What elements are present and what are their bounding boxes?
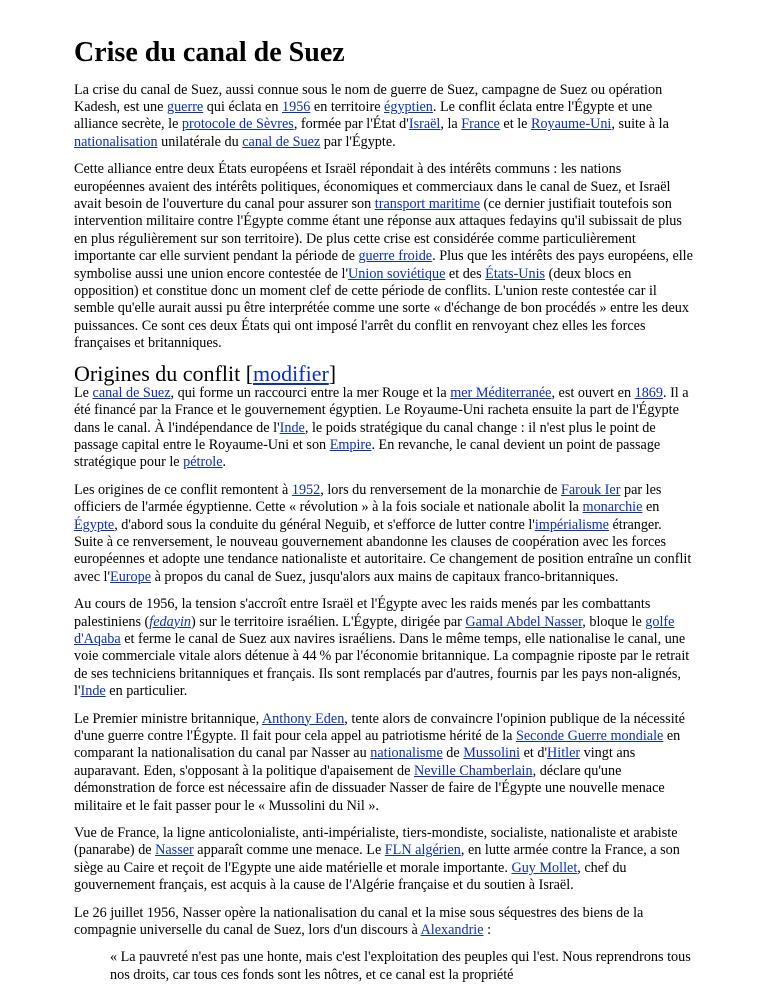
paragraph-text: Le Premier ministre britannique, bbox=[74, 710, 262, 727]
link-1869[interactable]: 1869 bbox=[634, 384, 663, 401]
paragraph-text: , tente alors de convaincre l'opinion publique de la nécessité d'une guerre contre l'Égypte. Il fait pour cela appel au patriotisme hérité de la bbox=[74, 710, 685, 744]
paragraph-text: : bbox=[483, 922, 492, 939]
paragraph-text: à propos du canal de Suez, jusqu'alors aux mains de capitaux franco-britanniques. bbox=[151, 568, 619, 585]
link-fln-algerien[interactable]: FLN algérien bbox=[384, 842, 461, 859]
intro-paragraph bbox=[74, 82, 694, 152]
paragraph-text: . En revanche, le canal devient un point de passage stratégique pour le bbox=[74, 436, 661, 471]
link-canal-de-suez[interactable]: canal de Suez bbox=[242, 133, 321, 150]
link-fedayin[interactable]: fedayin bbox=[149, 613, 192, 630]
paragraph-text: par les officiers de l'armée égyptienne. Cette « révolution » à la fois sociale et nationale abolit la bbox=[74, 481, 662, 516]
paragraph-text: , suite à la bbox=[611, 116, 669, 133]
paragraph-text: unilatérale du bbox=[157, 133, 243, 150]
link-canal-de-suez[interactable]: canal de Suez bbox=[92, 384, 171, 401]
paragraph-text: ) sur le territoire israélien. L'Égypte, dirigée par bbox=[191, 613, 466, 630]
link-mussolini[interactable]: Mussolini bbox=[463, 745, 521, 762]
body-paragraph bbox=[74, 905, 694, 940]
section-heading-text: Origines du conflit bbox=[74, 360, 241, 386]
link-1952[interactable]: 1952 bbox=[291, 481, 321, 498]
link-mer-mediterranee[interactable]: mer Méditerranée bbox=[450, 384, 552, 401]
paragraph-text: , est ouvert en bbox=[551, 384, 635, 401]
paragraph-text: . Le conflit éclata entre l'Égypte et une alliance secrète, le bbox=[74, 99, 653, 133]
link-monarchie[interactable]: monarchie bbox=[582, 499, 643, 516]
paragraph-text: en comparant la nationalisation du canal par Nasser au bbox=[74, 728, 681, 762]
paragraph-text: . bbox=[222, 454, 227, 471]
link-transport-maritime[interactable]: transport maritime bbox=[374, 196, 480, 213]
link-guy-mollet[interactable]: Guy Mollet bbox=[511, 859, 578, 876]
paragraph-text: , d'abord sous la conduite du général Neguib, et s'efforce de lutter contre l' bbox=[114, 516, 535, 533]
paragraph-text: par l'Égypte. bbox=[320, 133, 396, 150]
intro-paragraph bbox=[74, 161, 694, 352]
paragraph-text: en particulier. bbox=[105, 683, 188, 700]
link-farouk-ier[interactable]: Farouk Ier bbox=[560, 481, 621, 498]
paragraph-text: , lors du renversement de la monarchie de bbox=[320, 481, 561, 498]
paragraph-text: qui éclata en bbox=[203, 99, 282, 115]
link-anthony-eden[interactable]: Anthony Eden bbox=[261, 710, 345, 727]
paragraph-text: apparaît comme une menace. Le bbox=[193, 842, 385, 859]
edit-bracket-close: ] bbox=[328, 360, 337, 386]
link-alexandrie[interactable]: Alexandrie bbox=[420, 922, 484, 939]
link-nationalisme[interactable]: nationalisme bbox=[370, 745, 443, 762]
paragraph-text: , en lutte armée contre la France, a son siège au Caire et reçoit de l'Egypte une aide matérielle et morale importante. bbox=[74, 842, 680, 876]
link-gamal-abdel-nasser[interactable]: Gamal Abdel Nasser bbox=[465, 613, 583, 630]
link-royaume-uni[interactable]: Royaume-Uni bbox=[530, 116, 612, 133]
link-golfe-d-aqaba[interactable]: golfe d'Aqaba bbox=[74, 613, 675, 647]
body-paragraph bbox=[74, 711, 694, 815]
paragraph-text: et ferme le canal de Suez aux navires israéliens. Dans le même temps, elle nationalise le canal, une voie commerciale vitale alors détenue à 44 % par l'économie britannique. La compagnie riposte par le retrait de ses techniciens britanniques et français. Ils sont remplacés par d'autres, fournis par les pays non-alignés, l' bbox=[74, 630, 690, 700]
paragraph-text: , formée par l'État d' bbox=[293, 116, 409, 133]
link-1956[interactable]: 1956 bbox=[282, 99, 311, 115]
paragraph-text: (ce dernier justifiait toutefois son intervention militaire contre l'Égypte comme étant une réponse aux attaques fedayins qu'il subissait de plus en plus régulièrement sur son territoire). De plus cette crise est considérée comme particulièrement importante car elle survient pendant la période de bbox=[74, 196, 682, 265]
edit-section-link[interactable]: modifier bbox=[253, 360, 329, 386]
link-imperialisme[interactable]: impérialisme bbox=[534, 516, 609, 533]
origins-section bbox=[74, 385, 694, 940]
link-petrole[interactable]: pétrole bbox=[183, 454, 223, 471]
body-paragraph bbox=[74, 385, 694, 472]
link-hitler[interactable]: Hitler bbox=[547, 745, 581, 762]
paragraph-text: (deux blocs en opposition) et constitue donc un moment clef de cette période de conflits. L'union reste contestée car il semble qu'elle aurait aussi pu être interprétée comme une sorte « d'échange de bon procédés » entre les deux puissances. Ce sont ces deux États qui ont imposé l'arrêt du conflit en renvoyant chez elles les forces françaises et britanniques. bbox=[74, 265, 689, 352]
link-nasser[interactable]: Nasser bbox=[155, 842, 194, 859]
paragraph-text: et le bbox=[499, 116, 531, 133]
body-paragraph bbox=[74, 482, 694, 586]
link-union-sovietique[interactable]: Union soviétique bbox=[348, 265, 446, 282]
link-guerre[interactable]: guerre bbox=[166, 99, 204, 115]
link-protocole-de-sevres[interactable]: protocole de Sèvres bbox=[181, 116, 294, 133]
link-israel[interactable]: Israël bbox=[408, 116, 441, 133]
link-etats-unis[interactable]: États-Unis bbox=[485, 265, 546, 282]
paragraph-text: , le poids stratégique du canal change : il n'est plus le point de passage capital entre le Royaume-Uni et son bbox=[74, 419, 656, 453]
link-france[interactable]: France bbox=[461, 116, 500, 133]
paragraph-text: , déclare qu'une démonstration de force est nécessaire afin de dissuader Nasser de faire de l'Égypte une nouvelle menace militaire et le fait passer pour le « Mussolini du Nil ». bbox=[74, 762, 665, 814]
link-inde[interactable]: Inde bbox=[80, 683, 106, 700]
paragraph-text: . Plus que les intérêts des pays européens, elle symbolise aussi une union encore contestée de l' bbox=[74, 248, 693, 282]
paragraph-text: en territoire bbox=[310, 99, 385, 115]
paragraph-text: Le bbox=[74, 384, 93, 401]
page-title: Crise du canal de Suez bbox=[74, 37, 345, 68]
paragraph-text: . Il a été financé par la France et le gouvernement égyptien. Le Royaume-Uni racheta ensuite la part de l'Égypte dans le canal. À l'indépendance de l' bbox=[74, 384, 689, 436]
paragraph-text: Vue de France, la ligne anticolonialiste, anti-impérialiste, tiers-mondiste, socialiste, nationaliste et arabiste (panarabe) de bbox=[74, 825, 678, 859]
paragraph-text: Cette alliance entre deux États européens et Israël répondait à des intérêts communs : les nations européennes avaient des intérêts politiques, économiques et commerciaux dans le canal de Suez, et Israël avait besoin de l'ouverture du canal pour assurer son bbox=[74, 161, 671, 213]
link-neville-chamberlain[interactable]: Neville Chamberlain bbox=[414, 762, 533, 779]
nasser-quote: « La pauvreté n'est pas une honte, mais c'est l'exploitation des peuples qui l'est. Nous reprendrons tous nos droits, car tous ces fonds sont les nôtres, et ce canal est la propriété bbox=[110, 949, 691, 983]
paragraph-text: en bbox=[642, 499, 660, 516]
paragraph-text: Les origines de ce conflit remontent à bbox=[74, 481, 292, 498]
paragraph-text: , la bbox=[440, 116, 462, 133]
paragraph-text: , qui forme un raccourci entre la mer Rouge et la bbox=[170, 384, 451, 401]
link-nationalisation[interactable]: nationalisation bbox=[74, 133, 158, 150]
body-paragraph bbox=[74, 825, 694, 895]
paragraph-text: et des bbox=[445, 265, 486, 282]
link-empire[interactable]: Empire bbox=[329, 436, 372, 453]
intro-section bbox=[74, 82, 694, 353]
paragraph-text: , chef du gouvernement français, est acquis à la cause de l'Algérie française et du soutien à Israël. bbox=[74, 859, 627, 894]
paragraph-text: vingt ans auparavant. Eden, s'opposant à la politique d'apaisement de bbox=[74, 745, 636, 779]
link-europe[interactable]: Europe bbox=[110, 568, 152, 585]
link-egypte[interactable]: Égypte bbox=[74, 516, 115, 533]
link-egyptien[interactable]: égyptien bbox=[384, 99, 433, 115]
paragraph-text: Le 26 juillet 1956, Nasser opère la nationalisation du canal et la mise sous séquestres des biens de la compagnie universelle du canal de Suez, lors d'un discours à bbox=[74, 904, 644, 939]
section-heading bbox=[74, 360, 694, 386]
paragraph-text: étranger. Suite à ce renversement, le nouveau gouvernement abandonne les clauses de coopération avec les forces européennes et adopte une tendance nationaliste et autoritaire. Ce changement de position entraîne un conflit avec l' bbox=[74, 516, 692, 585]
paragraph-text: , bloque le bbox=[582, 613, 646, 630]
paragraph-text: de bbox=[442, 745, 464, 762]
link-seconde-guerre-mondiale[interactable]: Seconde Guerre mondiale bbox=[515, 728, 664, 744]
link-guerre-froide[interactable]: guerre froide bbox=[358, 248, 433, 265]
paragraph-text: et d' bbox=[520, 745, 547, 762]
paragraph-text: La crise du canal de Suez, aussi connue sous le nom de guerre de Suez, campagne de Suez ou opération Kadesh, est une bbox=[74, 81, 663, 115]
paragraph-text: Au cours de 1956, la tension s'accroît entre Israël et l'Égypte avec les raids menés par les combattants palestiniens ( bbox=[74, 596, 651, 630]
body-paragraph bbox=[74, 596, 694, 700]
edit-bracket-open: [ bbox=[245, 360, 254, 386]
link-inde[interactable]: Inde bbox=[279, 419, 305, 436]
